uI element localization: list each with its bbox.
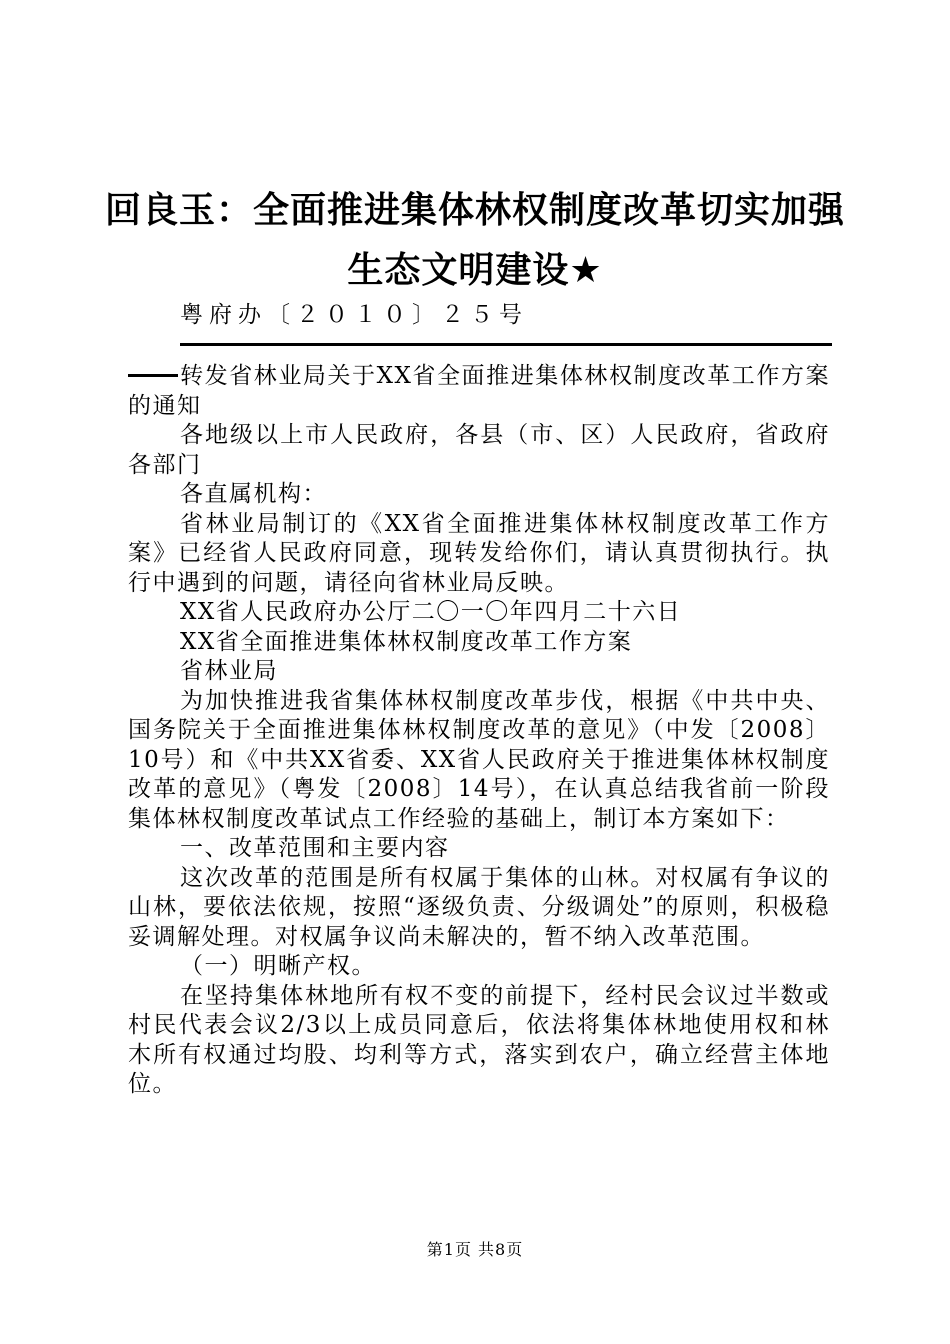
horizontal-rule (180, 343, 832, 346)
document-title-line-2: 生态文明建设★ (347, 250, 603, 291)
paragraph-forward-notice: 转发省林业局关于XX省全面推进集体林权制度改革工作方案的通知 (128, 363, 830, 419)
paragraph-plan-title: XX省全面推进集体林权制度改革工作方案 (180, 628, 633, 655)
paragraph-recipients: 各地级以上市人民政府，各县（市、区）人民政府，省政府各部门 (128, 422, 830, 478)
paragraph-issuer-date: XX省人民政府办公厅二〇一〇年四月二十六日 (180, 599, 682, 625)
page-footer: 第1页 共8页 (426, 1240, 524, 1259)
paragraph-introduction: 为加快推进我省集体林权制度改革步伐，根据《中共中央、国务院关于全面推进集体林权制度改革的意见》（中发〔2008〕10号）和《中共XX省委、XX省人民政府关于推进集体林权制度改革的意见》（粤发〔2008〕14号），在认真总结我省前一阶段集体林权制度改革试点工作经验的基础上，制订本方案如下： (128, 687, 830, 832)
subsection-heading-1: （一）明晰产权。 (180, 953, 376, 979)
section-heading-1: 一、改革范围和主要内容 (180, 835, 450, 861)
paragraph-instruction: 省林业局制订的《XX省全面推进集体林权制度改革工作方案》已经省人民政府同意，现转发给你们，请认真贯彻执行。执行中遇到的问题，请径向省林业局反映。 (128, 510, 830, 596)
em-dash-line (128, 374, 178, 377)
document-number: 粤府办〔２０１０〕２５号 (180, 302, 528, 328)
document-body (128, 362, 830, 1100)
paragraph-author: 省林业局 (180, 658, 278, 684)
paragraph-scope: 这次改革的范围是所有权属于集体的山林。对权属有争议的山林，要依法依规，按照“逐级负责、分级调处”的原则，积极稳妥调解处理。对权属争议尚未解决的，暂不纳入改革范围。 (128, 864, 830, 950)
document-title-line-1: 回良玉：全面推进集体林权制度改革切实加强 (104, 190, 845, 231)
paragraph-recipients-2: 各直属机构： (180, 481, 327, 507)
paragraph-property-rights: 在坚持集体林地所有权不变的前提下，经村民会议过半数或村民代表会议2/3以上成员同意后，依法将集体林地使用权和林木所有权通过均股、均利等方式，落实到农户，确立经营主体地位。 (128, 982, 830, 1097)
